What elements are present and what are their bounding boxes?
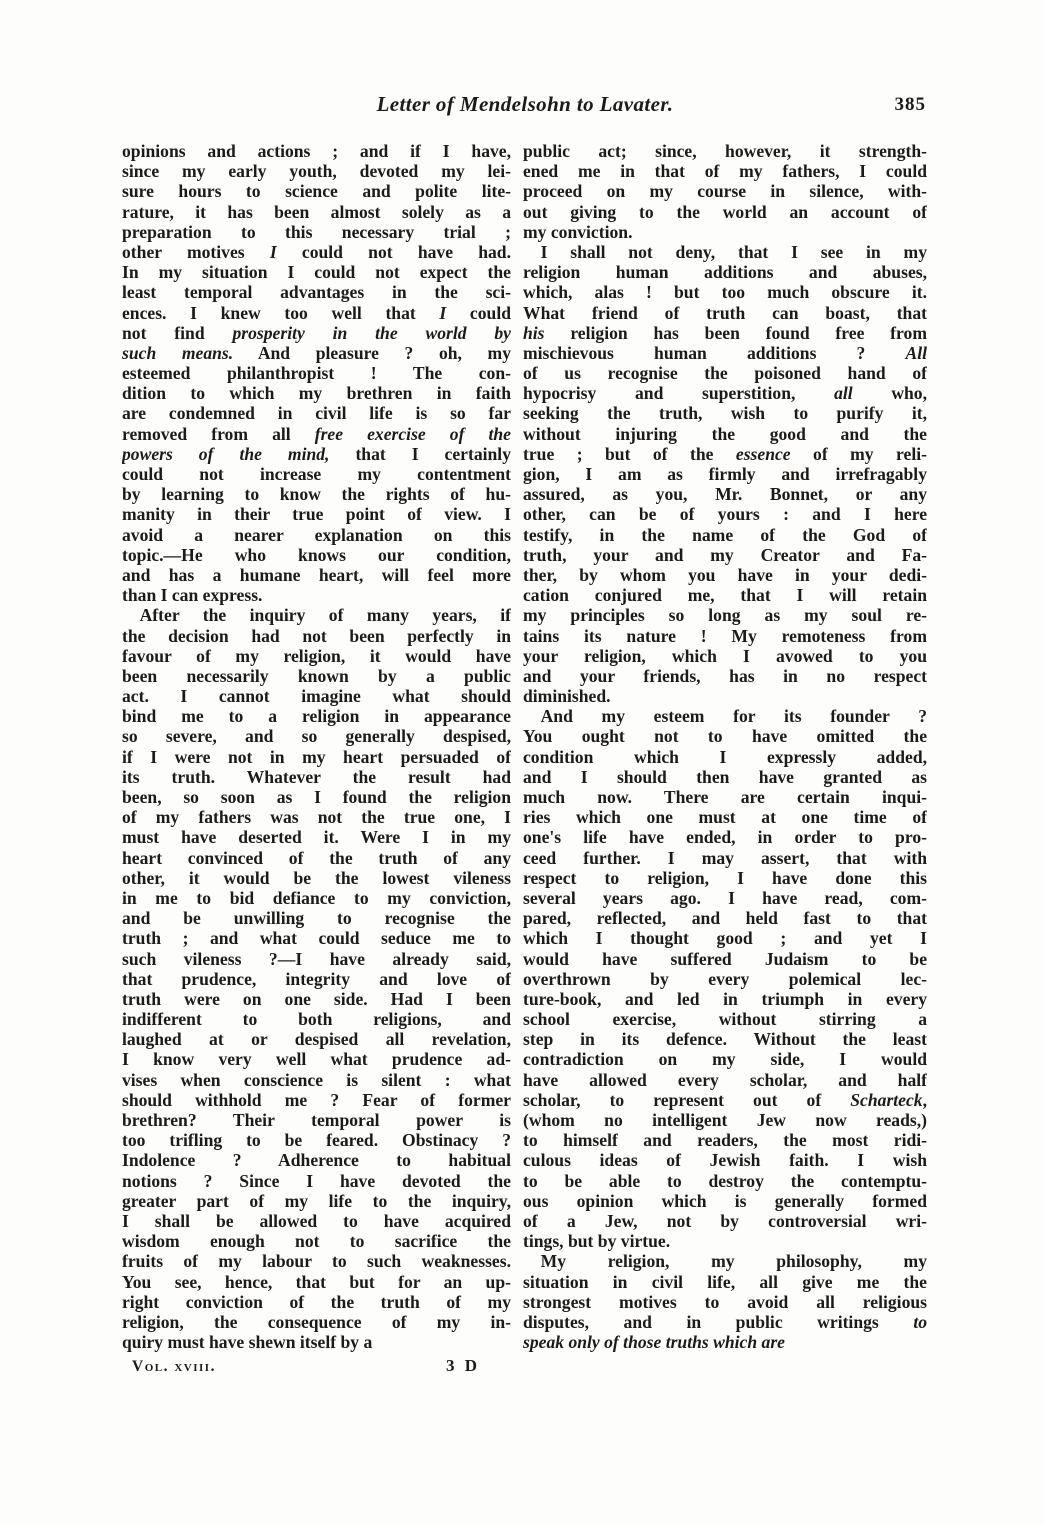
text-line: religion, the consequence of my in- bbox=[122, 1311, 511, 1332]
text-line: bind me to a religion in appearance bbox=[122, 706, 511, 727]
text-line: have allowed every scholar, and half bbox=[523, 1069, 927, 1090]
text-line: greater part of my life to the inquiry, bbox=[122, 1190, 511, 1211]
text-line: ries which one must at one time of bbox=[523, 807, 927, 828]
column-left bbox=[122, 141, 511, 1352]
text-line: preparation to this necessary trial ; bbox=[122, 221, 511, 242]
text-line: if I were not in my heart persuaded of bbox=[122, 746, 511, 767]
text-line: scholar, to represent out of Scharteck, bbox=[523, 1089, 927, 1110]
text-line: notions ? Since I have devoted the bbox=[122, 1170, 511, 1191]
text-line: seeking the truth, wish to purify it, bbox=[523, 403, 927, 424]
text-line: I shall be allowed to have acquired bbox=[122, 1210, 511, 1231]
text-line: would have suffered Judaism to be bbox=[523, 948, 927, 969]
text-line: (whom no intelligent Jew now reads,) bbox=[523, 1110, 927, 1130]
text-line: and your friends, has in no respect bbox=[523, 665, 927, 686]
text-line: esteemed philanthropist ! The con- bbox=[122, 363, 511, 384]
text-line: My religion, my philosophy, my bbox=[523, 1251, 927, 1272]
text-line: ceed further. I may assert, that with bbox=[523, 847, 927, 868]
page-number: 385 bbox=[894, 94, 926, 115]
text-line: public act; since, however, it strength- bbox=[523, 141, 927, 161]
text-line: truth were on one side. Had I been bbox=[122, 988, 511, 1009]
text-line: situation in civil life, all give me the bbox=[523, 1271, 927, 1292]
text-line: assured, as you, Mr. Bonnet, or any bbox=[523, 484, 927, 505]
column-right bbox=[523, 141, 927, 1352]
text-line: its truth. Whatever the result had bbox=[122, 766, 511, 787]
text-line: strongest motives to avoid all religious bbox=[523, 1291, 927, 1312]
text-line: my conviction. bbox=[523, 221, 633, 242]
text-line: other, it would be the lowest vileness bbox=[122, 867, 511, 888]
text-line: dition to which my brethren in faith bbox=[122, 383, 511, 404]
text-line: laughed at or despised all revelation, bbox=[122, 1029, 511, 1050]
text-line: I shall not deny, that I see in my bbox=[523, 241, 927, 262]
text-line: and I should then have granted as bbox=[523, 766, 927, 787]
text-line: favour of my religion, it would have bbox=[122, 645, 511, 666]
text-line: too trifling to be feared. Obstinacy ? bbox=[122, 1130, 511, 1151]
text-line: cation conjured me, that I will retain bbox=[523, 585, 927, 606]
text-line: of us recognise the poisoned hand of bbox=[523, 363, 927, 384]
text-line: mischievous human additions ? All bbox=[523, 342, 927, 363]
text-line: gion, I am as firmly and irrefragably bbox=[523, 464, 927, 484]
text-line: act. I cannot imagine what should bbox=[122, 686, 511, 707]
text-line: testify, in the name of the God of bbox=[523, 524, 927, 545]
text-line: which, alas ! but too much obscure it. bbox=[523, 282, 927, 303]
text-line: such vileness ?—I have already said, bbox=[122, 948, 511, 969]
text-line: other, can be of yours : and I here bbox=[523, 504, 927, 525]
text-line: right conviction of the truth of my bbox=[122, 1291, 511, 1312]
text-line: are condemned in civil life is so far bbox=[122, 403, 511, 424]
text-line: been, so soon as I found the religion bbox=[122, 787, 511, 807]
text-line: topic.—He who knows our condition, bbox=[122, 544, 511, 565]
text-line: tings, but by virtue. bbox=[523, 1231, 671, 1252]
text-line: ened me in that of my fathers, I could bbox=[523, 161, 927, 182]
text-line: And my esteem for its founder ? bbox=[523, 706, 927, 727]
text-line: proceed on my course in silence, with- bbox=[523, 181, 927, 202]
text-line: I know very well what prudence ad- bbox=[122, 1049, 511, 1070]
text-line: disputes, and in public writings to bbox=[523, 1311, 927, 1332]
text-line: fruits of my labour to such weaknesses. bbox=[122, 1251, 511, 1272]
text-line: and be unwilling to recognise the bbox=[122, 908, 511, 929]
text-line: must have deserted it. Were I in my bbox=[122, 827, 511, 848]
text-line: powers of the mind, that I certainly bbox=[122, 443, 511, 464]
text-line: overthrown by every polemical lec- bbox=[523, 968, 927, 989]
text-line: so severe, and so generally despised, bbox=[122, 726, 511, 747]
text-line: the decision had not been perfectly in bbox=[122, 625, 511, 646]
text-line: of my fathers was not the true one, I bbox=[122, 807, 511, 828]
text-line: respect to religion, I have done this bbox=[523, 867, 927, 888]
text-line: which I thought good ; and yet I bbox=[523, 928, 927, 949]
text-line: in me to bid defiance to my conviction, bbox=[122, 887, 511, 908]
text-line: my principles so long as my soul re- bbox=[523, 605, 927, 626]
text-line: Indolence ? Adherence to habitual bbox=[122, 1150, 511, 1171]
text-line: school exercise, without stirring a bbox=[523, 1009, 927, 1030]
page-footer bbox=[132, 1356, 480, 1376]
text-line: and has a humane heart, will feel more bbox=[122, 564, 511, 585]
text-line: In my situation I could not expect the bbox=[122, 262, 511, 283]
text-line: several years ago. I have read, com- bbox=[523, 887, 927, 908]
text-line: other motives I could not have had. bbox=[122, 241, 511, 262]
text-line: that prudence, integrity and love of bbox=[122, 968, 511, 989]
text-line: without injuring the good and the bbox=[523, 423, 927, 444]
text-line: been necessarily known by a public bbox=[122, 665, 511, 686]
text-line: You ought not to have omitted the bbox=[523, 726, 927, 747]
text-line: could not increase my contentment bbox=[122, 464, 511, 484]
text-line: After the inquiry of many years, if bbox=[122, 605, 511, 626]
text-line: ther, by whom you have in your dedi- bbox=[523, 564, 927, 585]
page-header bbox=[122, 92, 928, 124]
text-line: step in its defence. Without the least bbox=[523, 1029, 927, 1050]
text-line: pared, reflected, and held fast to that bbox=[523, 908, 927, 929]
text-line: out giving to the world an account of bbox=[523, 201, 927, 222]
text-line: than I can express. bbox=[122, 585, 263, 606]
text-line: least temporal advantages in the sci- bbox=[122, 282, 511, 303]
text-line: diminished. bbox=[523, 686, 611, 707]
text-line: quiry must have shewn itself by a bbox=[122, 1332, 373, 1353]
text-line: truth ; and what could seduce me to bbox=[122, 928, 511, 949]
text-line: ences. I knew too well that I could bbox=[122, 302, 511, 323]
text-line: true ; but of the essence of my reli- bbox=[523, 443, 927, 464]
text-line: heart convinced of the truth of any bbox=[122, 847, 511, 868]
text-line: since my early youth, devoted my lei- bbox=[122, 161, 511, 182]
text-line: sure hours to science and polite lite- bbox=[122, 181, 511, 202]
text-line: of a Jew, not by controversial wri- bbox=[523, 1210, 927, 1231]
text-line: manity in their true point of view. I bbox=[122, 504, 511, 525]
text-line: removed from all free exercise of the bbox=[122, 423, 511, 444]
text-line: his religion has been found free from bbox=[523, 322, 927, 343]
text-line: such means. And pleasure ? oh, my bbox=[122, 342, 511, 363]
text-line: What friend of truth can boast, that bbox=[523, 302, 927, 323]
text-line: indifferent to both religions, and bbox=[122, 1009, 511, 1030]
text-line: You see, hence, that but for an up- bbox=[122, 1271, 511, 1292]
text-line: to himself and readers, the most ridi- bbox=[523, 1130, 927, 1151]
text-line: condition which I expressly added, bbox=[523, 746, 927, 767]
text-line: vises when conscience is silent : what bbox=[122, 1069, 511, 1090]
text-line: much now. There are certain inqui- bbox=[523, 787, 927, 807]
text-line: religion human additions and abuses, bbox=[523, 262, 927, 283]
text-line: brethren? Their temporal power is bbox=[122, 1110, 511, 1130]
text-line: tains its nature ! My remoteness from bbox=[523, 625, 927, 646]
text-line: culous ideas of Jewish faith. I wish bbox=[523, 1150, 927, 1171]
text-line: avoid a nearer explanation on this bbox=[122, 524, 511, 545]
text-line: your religion, which I avowed to you bbox=[523, 645, 927, 666]
text-line: should withhold me ? Fear of former bbox=[122, 1089, 511, 1110]
text-line: by learning to know the rights of hu- bbox=[122, 484, 511, 505]
text-line: wisdom enough not to sacrifice the bbox=[122, 1231, 511, 1252]
text-line: one's life have ended, in order to pro- bbox=[523, 827, 927, 848]
text-line: rature, it has been almost solely as a bbox=[122, 201, 511, 222]
text-line: opinions and actions ; and if I have, bbox=[122, 141, 511, 161]
text-line: hypocrisy and superstition, all who, bbox=[523, 383, 927, 404]
running-title: Letter of Mendelsohn to Lavater. bbox=[376, 92, 674, 116]
text-line: ous opinion which is generally formed bbox=[523, 1190, 927, 1211]
text-line: truth, your and my Creator and Fa- bbox=[523, 544, 927, 565]
text-line: ture-book, and led in triumph in every bbox=[523, 988, 927, 1009]
signature-mark: 3 D bbox=[445, 1356, 480, 1375]
text-line: not find prosperity in the world by bbox=[122, 322, 511, 343]
text-line: speak only of those truths which are bbox=[523, 1332, 785, 1353]
text-line: to be able to destroy the contemptu- bbox=[523, 1170, 927, 1191]
volume-label: Vol. xviii. bbox=[132, 1358, 216, 1375]
text-line: contradiction on my side, I would bbox=[523, 1049, 927, 1070]
